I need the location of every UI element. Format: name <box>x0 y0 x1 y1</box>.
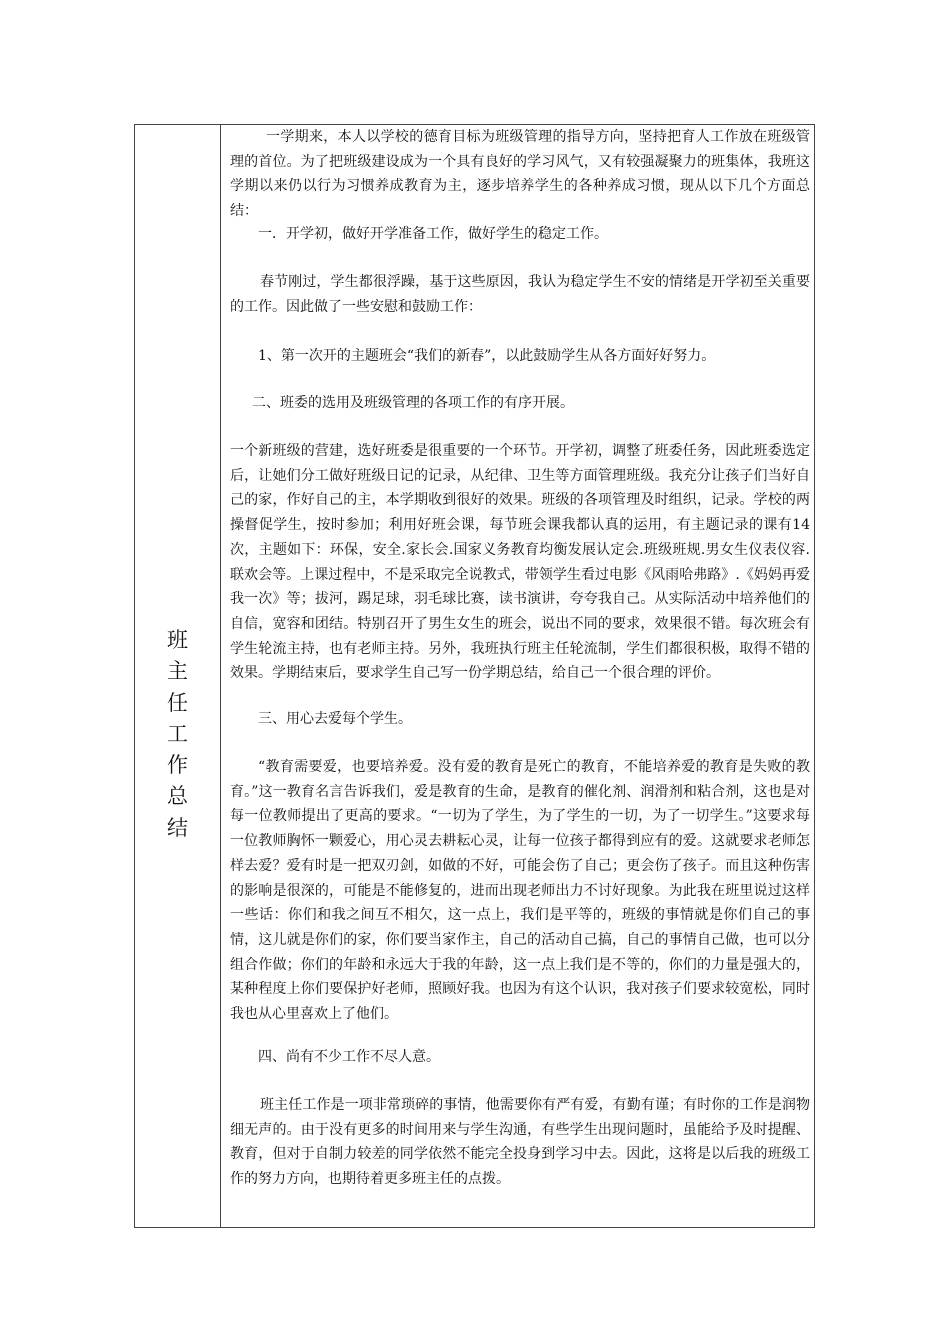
section-heading-4: 四、尚有不少工作不尽人意。 <box>258 1049 440 1065</box>
intro-paragraph: 一学期来，本人以学校的德育目标为班级管理的指导方向，坚持把育人工作放在班级管理的首位。为了把班级建设成为一个具有良好的学习风气，又有较强凝聚力的班集体，我班这学期以来仍以行为习惯养成教育为主，逐步培养学生的各种养成习惯，现从以下几个方面总结： <box>230 129 810 220</box>
row-title-char: 主 <box>167 659 188 684</box>
content-cell <box>221 125 814 1227</box>
row-title-char: 作 <box>167 753 188 778</box>
summary-table <box>134 124 815 1228</box>
row-title-char: 总 <box>167 784 188 809</box>
section-1-paragraph: 春节刚过，学生都很浮躁，基于这些原因，我认为稳定学生不安的情绪是开学初至关重要的工作。因此做了一些安慰和鼓励工作： <box>230 274 810 315</box>
section-3-paragraph: “教育需要爱，也要培养爱。没有爱的教育是死亡的教育，不能培养爱的教育是失败的教育。”这一教育名言告诉我们，爱是教育的生命，是教育的催化剂、润滑剂和粘合剂，这也是对每一位教师提出了更高的要求。“一切为了学生，为了学生的一切，为了一切学生。”这要求每一位教师胸怀一颗爱心，用心灵去耕耘心灵，让每一位孩子都得到应有的爱。这就要求老师怎样去爱？爱有时是一把双刃剑，如做的不好，可能会伤了自己；更会伤了孩子。而且这种伤害的影响是很深的，可能是不能修复的，进而出现老师出力不讨好现象。为此我在班里说过这样一些话：你们和我之间互不相欠，这一点上，我们是平等的，班级的事情就是你们自己的事情，这儿就是你们的家，你们要当家作主，自己的活动自己搞，自己的事情自己做，也可以分组合作做；你们的年龄和永远大于我的年龄，这一点上我们是不等的，你们的力量是强大的，某种程度上你们要保护好老师，照顾好我。也因为有这个认识，我对孩子们要求较宽松，同时我也从心里喜欢上了他们。 <box>230 759 810 1023</box>
row-title-char: 结 <box>167 815 188 840</box>
row-title-char: 班 <box>167 628 188 652</box>
section-heading-2: 二、班委的选用及班级管理的各项工作的有序开展。 <box>252 395 574 411</box>
section-4-paragraph: 班主任工作是一项非常琐碎的事情，他需要你有严有爱，有勤有谨；有时你的工作是润物细无声的。由于没有更多的时间用来与学生沟通，有些学生出现问题时，虽能给予及时提醒、教育，但对于自制力较差的同学依然不能完全投身到学习中去。因此，这将是以后我的班级工作的努力方向，也期待着更多班主任的点拨。 <box>230 1097 810 1188</box>
row-title-char: 任 <box>167 690 188 715</box>
section-2-paragraph: 一个新班级的营建，选好班委是很重要的一个环节。开学初，调整了班委任务，因此班委选定后，让她们分工做好班级日记的记录，从纪律、卫生等方面管理班级。我充分让孩子们当好自己的家，作好自己的主，本学期收到很好的效果。班级的各项管理及时组织，记录。学校的两操督促学生，按时参加；利用好班会课，每节班会课我都认真的运用，有主题记录的课有14次，主题如下：环保，安全.家长会.国家义务教育均衡发展认定会.班级班规.男女生仪表仪容.联欢会等。上课过程中，不是采取完全说教式，带领学生看过电影《风雨哈弗路》.《妈妈再爱我一次》等；拔河，踢足球，羽毛球比赛，读书演讲，夸夸我自己。从实际活动中培养他们的自信，宽容和团结。特别召开了男生女生的班会，说出不同的要求，效果很不错。每次班会有学生轮流主持，也有老师主持。另外，我班执行班主任轮流制，学生们都很积极，取得不错的效果。学期结束后，要求学生自己写一份学期总结，给自己一个很合理的评价。 <box>230 443 810 682</box>
row-title-char: 工 <box>167 721 188 746</box>
section-heading-1: 一．开学初，做好开学准备工作，做好学生的稳定工作。 <box>258 226 608 242</box>
row-title <box>135 625 220 844</box>
row-title-cell <box>135 125 221 1227</box>
section-heading-3: 三、用心去爱每个学生。 <box>258 711 412 727</box>
section-1-item-1: 1、第一次开的主题班会“我们的新春”，以此鼓励学生从各方面好好努力。 <box>258 348 716 364</box>
